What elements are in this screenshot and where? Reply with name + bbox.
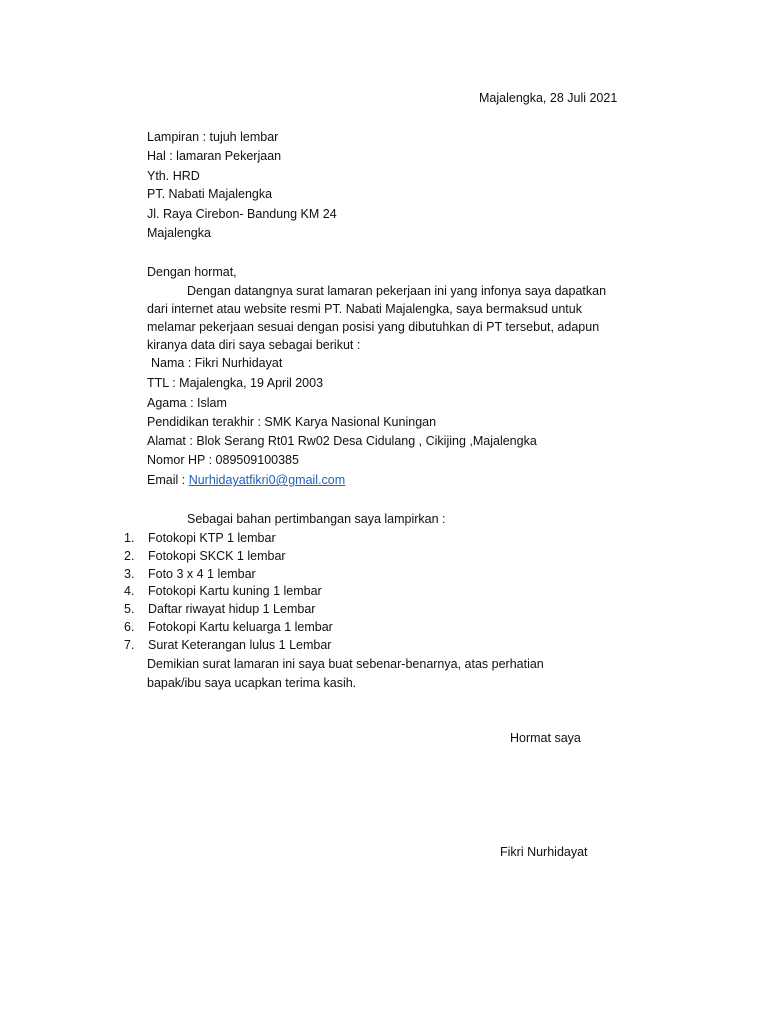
signature-name: Fikri Nurhidayat (500, 845, 588, 859)
signature-closing: Hormat saya (510, 731, 581, 745)
list-item (0, 548, 768, 564)
list-item-text: Surat Keterangan lulus 1 Lembar (148, 638, 332, 652)
list-item-number: 5. (124, 602, 135, 616)
list-item-text: Daftar riwayat hidup 1 Lembar (148, 602, 316, 616)
list-item-number: 6. (124, 620, 135, 634)
list-item-number: 4. (124, 584, 135, 598)
list-item-number: 7. (124, 638, 135, 652)
list-item-text: Fotokopi Kartu keluarga 1 lembar (148, 620, 333, 634)
intro-line-4: kiranya data diri saya sebagai berikut : (147, 338, 361, 352)
personal-nama: Nama : Fikri Nurhidayat (151, 356, 283, 370)
recipient-line: Yth. HRD (147, 169, 200, 183)
list-item (0, 530, 768, 546)
list-item-number: 3. (124, 567, 135, 581)
street-line: Jl. Raya Cirebon- Bandung KM 24 (147, 207, 337, 221)
personal-nomor-hp: Nomor HP : 089509100385 (147, 453, 299, 467)
list-item-text: Fotokopi KTP 1 lembar (148, 531, 276, 545)
city-line: Majalengka (147, 226, 211, 240)
list-item (0, 601, 768, 617)
list-item (0, 619, 768, 635)
list-item (0, 583, 768, 599)
list-item-text: Fotokopi SKCK 1 lembar (148, 549, 286, 563)
list-item-number: 2. (124, 549, 135, 563)
list-item (0, 566, 768, 582)
letter-date: Majalengka, 28 Juli 2021 (479, 91, 618, 105)
subject-line: Hal : lamaran Pekerjaan (147, 149, 282, 163)
closing-line-1: Demikian surat lamaran ini saya buat sebenar-benarnya, atas perhatian (147, 657, 544, 671)
list-item-text: Foto 3 x 4 1 lembar (148, 567, 256, 581)
list-item-number: 1. (124, 531, 135, 545)
personal-alamat: Alamat : Blok Serang Rt01 Rw02 Desa Cidulang , Cikijing ,Majalengka (147, 434, 537, 448)
personal-pendidikan: Pendidikan terakhir : SMK Karya Nasional Kuningan (147, 415, 437, 429)
intro-line-1: Dengan datangnya surat lamaran pekerjaan ini yang infonya saya dapatkan (187, 284, 607, 298)
email-label: Email : (147, 473, 189, 487)
personal-agama: Agama : Islam (147, 396, 227, 410)
personal-email (147, 472, 345, 488)
lampiran-line: Lampiran : tujuh lembar (147, 130, 279, 144)
intro-line-2: dari internet atau website resmi PT. Nabati Majalengka, saya bermaksud untuk (147, 302, 582, 316)
closing-line-2: bapak/ibu saya ucapkan terima kasih. (147, 676, 357, 690)
greeting: Dengan hormat, (147, 265, 237, 279)
personal-ttl: TTL : Majalengka, 19 April 2003 (147, 376, 324, 390)
email-link[interactable]: Nurhidayatfikri0@gmail.com (188, 473, 346, 487)
list-item-text: Fotokopi Kartu kuning 1 lembar (148, 584, 322, 598)
list-item (0, 637, 768, 653)
intro-line-3: melamar pekerjaan sesuai dengan posisi yang dibutuhkan di PT tersebut, adapun (147, 320, 600, 334)
attachments-intro: Sebagai bahan pertimbangan saya lampirkan : (187, 512, 446, 526)
company-line: PT. Nabati Majalengka (147, 187, 273, 201)
